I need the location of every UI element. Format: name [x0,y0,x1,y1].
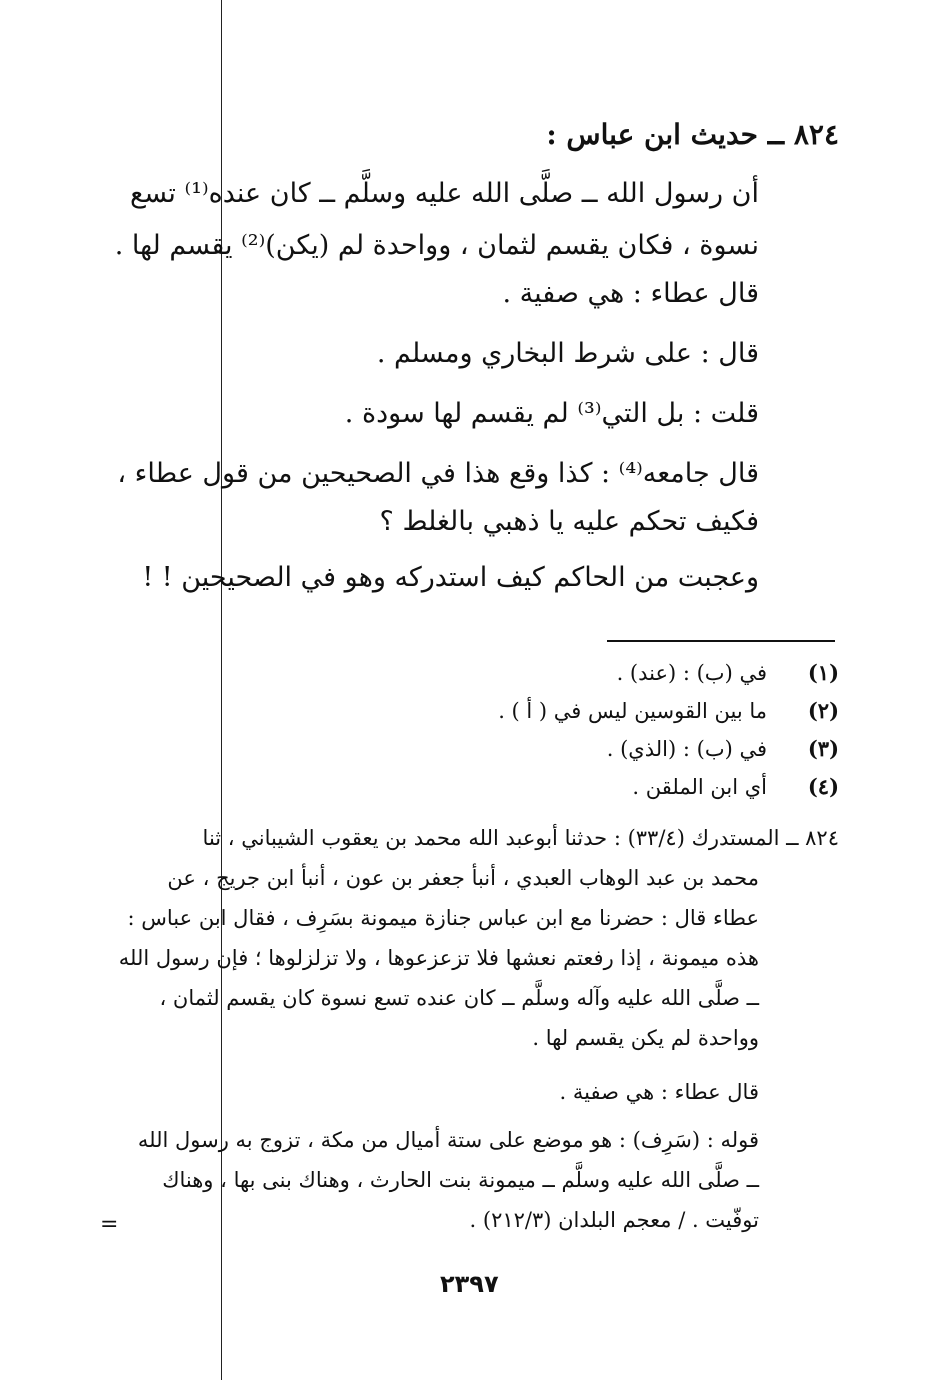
sarif-note-line-2: ــ صلَّى الله عليه وسلَّم ــ ميمونة بنت الحارث ، وهناك بنى بها ، وهناك [162,1168,759,1192]
sarif-note-line-1: قوله : (سَرِف) : هو موضع على ستة أميال من مكة ، تزوج به رسول الله [137,1128,759,1152]
commentary-source-line: ٨٢٤ ــ المستدرك (٣٣/٤) : حدثنا أبوعبد الله محمد بن يعقوب الشيباني ، ثنا [202,826,839,850]
page-number: ٢٣٩٧ [440,1270,499,1298]
footnote-number: (١) [807,660,839,685]
hakim-grading: قال : على شرط البخاري ومسلم . [376,338,759,369]
footnote-2 [498,698,839,723]
commentary-line-3: هذه ميمونة ، إذا رفعتم نعشها فلا تزعزعوها ، ولا تزلزلوها ؛ فإن رسول الله [118,946,759,970]
dhahabi-comment: قلت : بل التي⁽³⁾ لم يقسم لها سودة . [344,398,759,429]
footnote-number: (٢) [807,698,839,723]
hadith-text-line-1: أن رسول الله ــ صلَّى الله عليه وسلَّم ــ كان عنده⁽¹⁾ تسع [129,178,759,209]
commentary-line-4: ــ صلَّى الله عليه وآله وسلَّم ــ كان عنده تسع نسوة كان يقسم لثمان ، [159,986,759,1010]
footnote-text: أي ابن الملقن . [632,775,767,799]
hadith-text-line-2: نسوة ، فكان يقسم لثمان ، وواحدة لم (يكن)⁽²⁾ يقسم لها . [114,230,759,261]
sarif-note-line-3: توفّيت . / معجم البلدان (٢١٢/٣) . [469,1208,759,1232]
compiler-comment-line-1: قال جامعه⁽⁴⁾ : كذا وقع هذا في الصحيحين من قول عطاء ، [117,458,759,489]
footnote-text: ما بين القوسين ليس في ( أ ) . [498,699,767,723]
continuation-mark: = [100,1212,119,1237]
commentary-line-2: عطاء قال : حضرنا مع ابن عباس جنازة ميمونة بسَرِف ، فقال ابن عباس : [127,906,759,930]
commentary-line-5: وواحدة لم يكن يقسم لها . [532,1026,759,1050]
footnote-4 [632,774,839,799]
hadith-text-line-3: قال عطاء : هي صفية . [502,278,759,309]
footnote-number: (٤) [807,774,839,799]
commentary-ata-line: قال عطاء : هي صفية . [559,1080,759,1104]
footnote-1 [617,660,839,685]
footnote-number: (٣) [807,736,839,761]
footnote-text: في (ب) : (عند) . [616,661,767,685]
hadith-heading: ٨٢٤ ــ حديث ابن عباس : [546,118,839,151]
footnote-text: في (ب) : (الذي) . [606,737,767,761]
footnote-separator [607,640,835,642]
compiler-comment-line-2: فكيف تحكم عليه يا ذهبي بالغلط ؟ [379,506,759,537]
compiler-wonder-line: وعجبت من الحاكم كيف استدركه وهو في الصحيحين ! ! [142,562,759,593]
footnote-3 [607,736,839,761]
commentary-line-1: محمد بن عبد الوهاب العبدي ، أنبأ جعفر بن عون ، أنبأ ابن جريج ، عن [167,866,759,890]
